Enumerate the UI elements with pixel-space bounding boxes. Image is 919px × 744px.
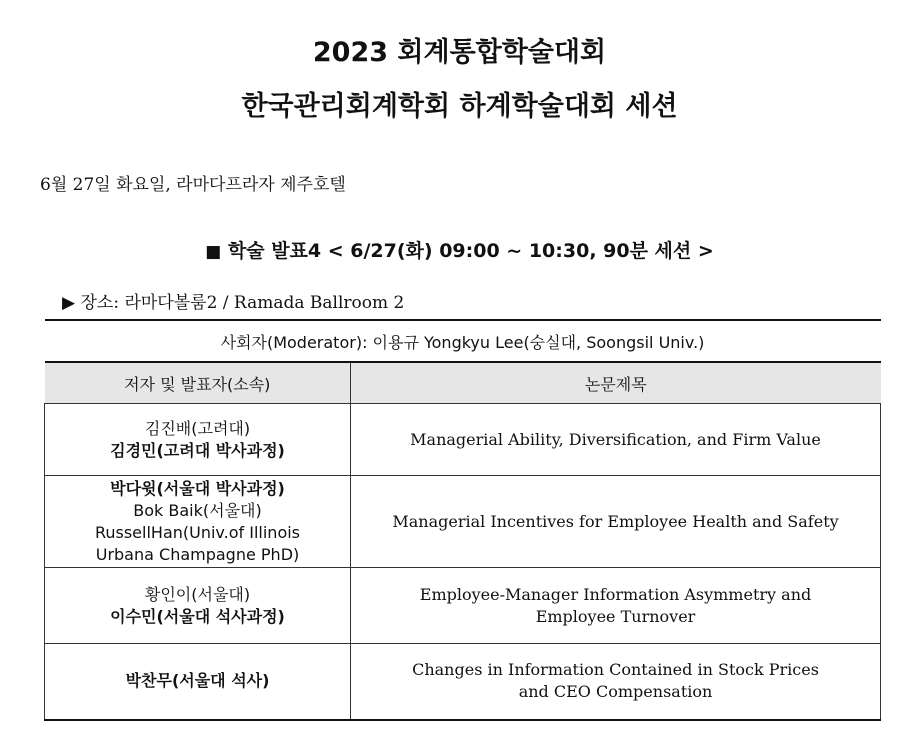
date-location: 6월 27일 화요일, 라마다프라자 제주호텔 xyxy=(40,175,346,195)
authors-cell xyxy=(45,476,351,568)
presenter-line: 이수민(서울대 석사과정) xyxy=(110,606,285,626)
authors-cell xyxy=(45,404,351,476)
paper-title-line: Managerial Incentives for Employee Health and Safety xyxy=(392,511,839,531)
paper-title-line: and CEO Compensation xyxy=(518,682,713,702)
square-bullet-icon: ■ xyxy=(205,242,222,262)
table-row xyxy=(45,404,881,476)
paper-title-line: Changes in Information Contained in Stock Prices xyxy=(412,660,819,680)
paper-title-cell xyxy=(351,404,881,476)
header-row xyxy=(45,362,881,404)
author-line: 김진배(고려대) xyxy=(144,418,251,438)
triangle-bullet-icon: ▶ xyxy=(62,293,76,313)
paper-title-line: Employee-Manager Information Asymmetry and xyxy=(419,584,812,604)
authors-cell xyxy=(45,644,351,720)
table-row xyxy=(45,476,881,568)
author-line: Bok Baik(서울대) xyxy=(133,500,262,520)
author-line: 황인이(서울대) xyxy=(144,584,251,604)
paper-title-cell xyxy=(351,568,881,644)
table-row xyxy=(45,568,881,644)
author-line: RussellHan(Univ.of Illinois xyxy=(94,522,301,542)
schedule-table xyxy=(44,319,881,721)
moderator-cell: 사회자(Moderator): 이용규 Yongkyu Lee(숭실대, Soongsil Univ.) xyxy=(45,320,881,362)
presenter-line: 박찬무(서울대 석사) xyxy=(125,671,270,691)
column-header-paper: 논문제목 xyxy=(351,362,881,404)
presenter-line: 박다윗(서울대 박사과정) xyxy=(110,478,285,498)
venue-line xyxy=(62,288,404,313)
conference-title: 2023 회계통합학술대회 xyxy=(312,37,607,68)
session-heading xyxy=(0,236,919,263)
presenter-line: 김경민(고려대 박사과정) xyxy=(110,440,285,460)
venue-text: 장소: 라마다볼룸2 / Ramada Ballroom 2 xyxy=(80,293,405,313)
author-line: Urbana Champagne PhD) xyxy=(95,544,300,564)
paper-title-cell xyxy=(351,644,881,720)
table-row xyxy=(45,644,881,720)
column-header-authors: 저자 및 발표자(소속) xyxy=(45,362,351,404)
authors-cell xyxy=(45,568,351,644)
session-title: 학술 발표4 < 6/27(화) 09:00 ~ 10:30, 90분 세션 > xyxy=(227,240,714,262)
paper-title-line: Employee Turnover xyxy=(535,606,696,626)
paper-title-line: Managerial Ability, Diversification, and Firm Value xyxy=(410,429,821,449)
moderator-row xyxy=(45,320,881,362)
paper-title-cell xyxy=(351,476,881,568)
session-org-title: 한국관리회계학회 하계학술대회 세션 xyxy=(241,91,678,122)
